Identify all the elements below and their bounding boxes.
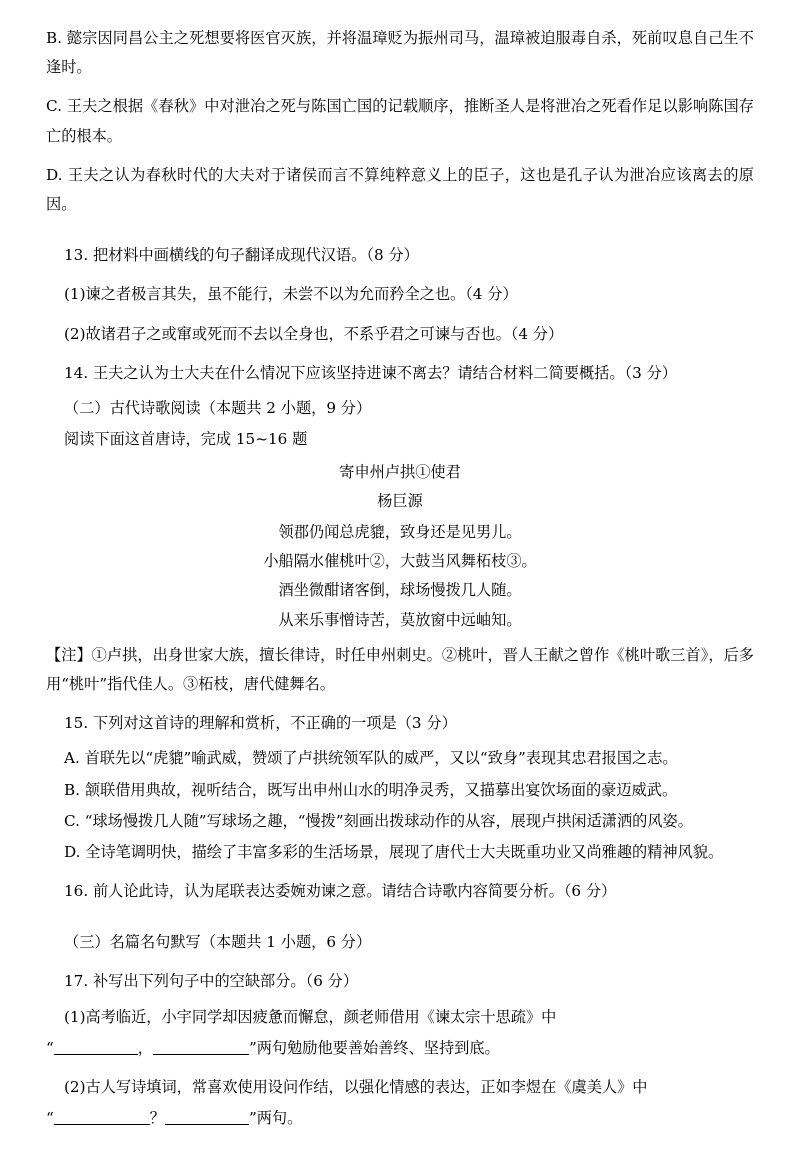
question-17-item-1-line-1: (1)高考临近，小宇同学却因疲惫而懈怠，颜老师借用《谏太宗十思疏》中 [64,1007,557,1026]
section-3-heading: （三）名篇名句默写（本题共 1 小题，6 分） [64,933,372,952]
fill-blank [153,1039,249,1054]
fill-blank [165,1110,249,1125]
poem-line: 酒坐微酣诸客倒，球场慢拨几人随。 [278,581,522,600]
option-c: C. 王夫之根据《春秋》中对泄冶之死与陈国亡国的记载顺序，推断圣人是将泄冶之死看作足以影响陈国存亡的根本。 [46,97,754,145]
question-16: 16. 前人论此诗，认为尾联表达委婉劝谏之意。请结合诗歌内容简要分析。（6 分） [64,882,617,901]
quote-separator: ？ [149,1109,165,1128]
poem-line: 领郡仍闻总虎貔，致身还是见男儿。 [278,523,522,541]
quote-separator: ， [137,1038,153,1057]
question-13-item-2: (2)故诸君子之或窜或死而不去以全身也，不系乎君之可谏与否也。（4 分） [64,324,564,343]
question-15-option-b: B. 颔联借用典故，视听结合，既写出申州山水的明净灵秀，又描摹出宴饮场面的豪迈威武。 [64,780,678,799]
question-13-item-1: (1)谏之者极言其失，虽不能行，未尝不以为允而矜全之也。（4 分） [64,285,518,304]
quote-open: “ [46,1038,54,1057]
fill-blank [54,1110,150,1125]
fill-blank [54,1039,138,1054]
question-15-option-c: C. “球场慢拨几人随”写球场之趣，“慢拨”刻画出拨球动作的从容，展现卢拱闲适潇洒的风姿。 [64,811,693,830]
question-15-stem: 15. 下列对这首诗的理解和赏析，不正确的一项是（3 分） [64,714,457,733]
question-17-item-1-tail: ”两句勉励他要善始善终、坚持到底。 [248,1038,500,1057]
question-15-option-a: A. 首联先以“虎貔”喻武威，赞颂了卢拱统领军队的威严，又以“致身”表现其忠君报国之志。 [64,749,678,768]
option-b: B. 懿宗因同昌公主之死想要将医官灭族，并将温璋贬为振州司马，温璋被迫服毒自杀，死前叹息自己生不逢时。 [46,29,754,77]
quote-open: “ [46,1109,54,1128]
question-14: 14. 王夫之认为士大夫在什么情况下应该坚持进谏不离去？请结合材料二简要概括。（3 分） [64,363,677,382]
poem-title: 寄申州卢拱①使君 [339,463,461,482]
question-17-item-1-line-2 [46,1034,754,1063]
poem-line: 小船隔水催桃叶②，大鼓当风舞柘枝③。 [263,552,537,571]
question-17-item-2-line-1: (2)古人写诗填词，常喜欢使用设问作结，以强化情感的表达，正如李煜在《虞美人》中 [64,1078,648,1096]
question-17-item-2-tail: ”两句。 [248,1109,303,1128]
section-2-heading: （二）古代诗歌阅读（本题共 2 小题，9 分） [64,398,372,417]
question-15-option-d: D. 全诗笔调明快，描绘了丰富多彩的生活场景，展现了唐代士大夫既重功业又尚雅趣的精神风貌。 [64,842,724,861]
section-spacer [46,912,754,928]
poem-line: 从来乐事憎诗苦，莫放窗中远岫知。 [278,610,522,629]
poem-notes: 【注】①卢拱，出身世家大族，擅长律诗，时任申州刺史。②桃叶，晋人王献之曾作《桃叶歌三首》，后多用“桃叶”指代佳人。③柘枝，唐代健舞名。 [46,645,754,693]
option-d: D. 王夫之认为春秋时代的大夫对于诸侯而言不算纯粹意义上的臣子，这也是孔子认为泄冶应该离去的原因。 [46,165,754,213]
question-17-stem: 17. 补写出下列句子中的空缺部分。（6 分） [64,972,359,991]
question-17-item-2-line-2 [46,1104,754,1133]
poem-author: 杨巨源 [377,492,423,511]
section-2-instruction: 阅读下面这首唐诗，完成 15~16 题 [64,430,308,449]
question-13-stem: 13. 把材料中画横线的句子翻译成现代汉语。（8 分） [64,246,419,265]
